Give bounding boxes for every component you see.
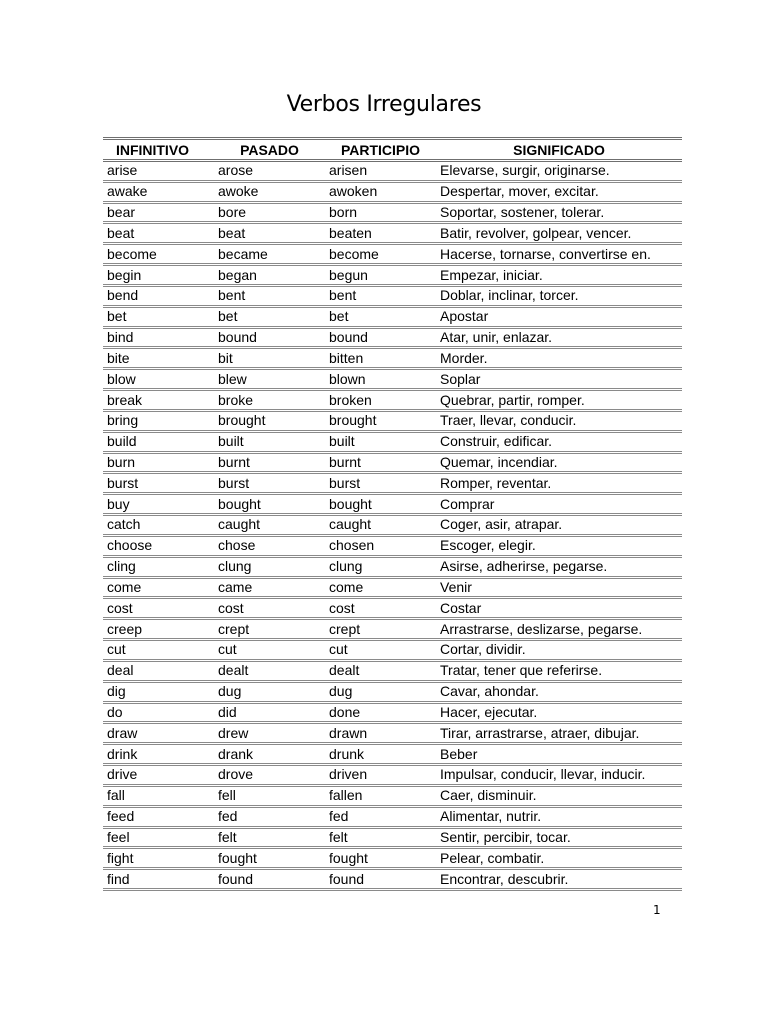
cell-pasado: came	[214, 577, 325, 598]
table-row	[103, 265, 682, 286]
cell-pasado: drank	[214, 744, 325, 765]
cell-participio: blown	[325, 369, 436, 390]
cell-significado: Apostar	[436, 306, 682, 327]
table-row	[103, 535, 682, 556]
cell-participio: begun	[325, 265, 436, 286]
cell-infinitivo: feel	[103, 827, 214, 848]
cell-significado: Arrastrarse, deslizarse, pegarse.	[436, 619, 682, 640]
cell-participio: cut	[325, 640, 436, 661]
table-row	[103, 765, 682, 786]
cell-infinitivo: find	[103, 869, 214, 890]
cell-participio: bent	[325, 285, 436, 306]
cell-pasado: burnt	[214, 452, 325, 473]
cell-pasado: chose	[214, 535, 325, 556]
cell-pasado: caught	[214, 515, 325, 536]
cell-significado: Batir, revolver, golpear, vencer.	[436, 223, 682, 244]
cell-pasado: began	[214, 265, 325, 286]
table-row	[103, 327, 682, 348]
table-header	[103, 139, 682, 161]
cell-participio: born	[325, 202, 436, 223]
table-row	[103, 410, 682, 431]
cell-participio: beaten	[325, 223, 436, 244]
cell-infinitivo: fall	[103, 785, 214, 806]
table-row	[103, 306, 682, 327]
cell-participio: cost	[325, 598, 436, 619]
cell-infinitivo: buy	[103, 494, 214, 515]
cell-pasado: bound	[214, 327, 325, 348]
cell-infinitivo: drive	[103, 765, 214, 786]
cell-pasado: bet	[214, 306, 325, 327]
cell-participio: driven	[325, 765, 436, 786]
cell-significado: Morder.	[436, 348, 682, 369]
cell-pasado: arose	[214, 161, 325, 182]
cell-participio: felt	[325, 827, 436, 848]
header-significado: SIGNIFICADO	[436, 139, 682, 161]
cell-participio: bitten	[325, 348, 436, 369]
cell-pasado: broke	[214, 390, 325, 411]
cell-infinitivo: bend	[103, 285, 214, 306]
table-row	[103, 577, 682, 598]
cell-participio: fed	[325, 806, 436, 827]
table-row	[103, 660, 682, 681]
cell-participio: awoken	[325, 181, 436, 202]
cell-participio: bought	[325, 494, 436, 515]
cell-infinitivo: begin	[103, 265, 214, 286]
cell-significado: Asirse, adherirse, pegarse.	[436, 556, 682, 577]
table-row	[103, 202, 682, 223]
cell-pasado: drove	[214, 765, 325, 786]
cell-participio: crept	[325, 619, 436, 640]
cell-infinitivo: feed	[103, 806, 214, 827]
table-row	[103, 827, 682, 848]
table-row	[103, 285, 682, 306]
table-row	[103, 619, 682, 640]
table-row	[103, 515, 682, 536]
cell-significado: Romper, reventar.	[436, 473, 682, 494]
cell-infinitivo: fight	[103, 848, 214, 869]
cell-participio: drunk	[325, 744, 436, 765]
cell-participio: bet	[325, 306, 436, 327]
table-row	[103, 244, 682, 265]
table-row	[103, 494, 682, 515]
table-row	[103, 598, 682, 619]
table-row	[103, 181, 682, 202]
table-row	[103, 348, 682, 369]
cell-participio: fought	[325, 848, 436, 869]
cell-significado: Escoger, elegir.	[436, 535, 682, 556]
cell-infinitivo: break	[103, 390, 214, 411]
cell-infinitivo: bet	[103, 306, 214, 327]
table-row	[103, 452, 682, 473]
cell-significado: Coger, asir, atrapar.	[436, 515, 682, 536]
cell-participio: bound	[325, 327, 436, 348]
cell-participio: clung	[325, 556, 436, 577]
cell-pasado: dealt	[214, 660, 325, 681]
cell-infinitivo: become	[103, 244, 214, 265]
cell-significado: Quemar, incendiar.	[436, 452, 682, 473]
header-infinitivo: INFINITIVO	[103, 139, 214, 161]
cell-infinitivo: bring	[103, 410, 214, 431]
table-body	[103, 161, 682, 890]
cell-infinitivo: deal	[103, 660, 214, 681]
cell-significado: Impulsar, conducir, llevar, inducir.	[436, 765, 682, 786]
cell-significado: Elevarse, surgir, originarse.	[436, 161, 682, 182]
header-pasado: PASADO	[214, 139, 325, 161]
cell-pasado: drew	[214, 723, 325, 744]
cell-significado: Soportar, sostener, tolerar.	[436, 202, 682, 223]
cell-significado: Quebrar, partir, romper.	[436, 390, 682, 411]
table-row	[103, 431, 682, 452]
cell-infinitivo: creep	[103, 619, 214, 640]
cell-significado: Hacer, ejecutar.	[436, 702, 682, 723]
cell-infinitivo: beat	[103, 223, 214, 244]
cell-infinitivo: do	[103, 702, 214, 723]
cell-pasado: bought	[214, 494, 325, 515]
cell-infinitivo: awake	[103, 181, 214, 202]
cell-infinitivo: bite	[103, 348, 214, 369]
cell-significado: Empezar, iniciar.	[436, 265, 682, 286]
cell-pasado: beat	[214, 223, 325, 244]
cell-significado: Venir	[436, 577, 682, 598]
table-row	[103, 702, 682, 723]
cell-participio: broken	[325, 390, 436, 411]
table-row	[103, 785, 682, 806]
table-row	[103, 390, 682, 411]
cell-infinitivo: burst	[103, 473, 214, 494]
cell-pasado: awoke	[214, 181, 325, 202]
cell-pasado: clung	[214, 556, 325, 577]
cell-pasado: built	[214, 431, 325, 452]
cell-pasado: fell	[214, 785, 325, 806]
cell-pasado: burst	[214, 473, 325, 494]
cell-participio: chosen	[325, 535, 436, 556]
table-row	[103, 473, 682, 494]
cell-significado: Traer, llevar, conducir.	[436, 410, 682, 431]
cell-participio: drawn	[325, 723, 436, 744]
cell-participio: built	[325, 431, 436, 452]
cell-infinitivo: cost	[103, 598, 214, 619]
cell-infinitivo: blow	[103, 369, 214, 390]
table-row	[103, 869, 682, 890]
cell-participio: burst	[325, 473, 436, 494]
cell-pasado: cut	[214, 640, 325, 661]
cell-significado: Cavar, ahondar.	[436, 681, 682, 702]
cell-significado: Cortar, dividir.	[436, 640, 682, 661]
table-row	[103, 161, 682, 182]
table-row	[103, 848, 682, 869]
cell-significado: Pelear, combatir.	[436, 848, 682, 869]
table-row	[103, 806, 682, 827]
cell-significado: Doblar, inclinar, torcer.	[436, 285, 682, 306]
cell-participio: dug	[325, 681, 436, 702]
header-row	[103, 139, 682, 161]
table-row	[103, 723, 682, 744]
table-row	[103, 223, 682, 244]
page-title: Verbos Irregulares	[286, 92, 482, 117]
cell-pasado: became	[214, 244, 325, 265]
table-row	[103, 744, 682, 765]
cell-significado: Tratar, tener que referirse.	[436, 660, 682, 681]
cell-participio: become	[325, 244, 436, 265]
table-row	[103, 681, 682, 702]
cell-participio: fallen	[325, 785, 436, 806]
cell-infinitivo: catch	[103, 515, 214, 536]
cell-pasado: crept	[214, 619, 325, 640]
cell-significado: Alimentar, nutrir.	[436, 806, 682, 827]
cell-participio: dealt	[325, 660, 436, 681]
cell-infinitivo: drink	[103, 744, 214, 765]
cell-significado: Beber	[436, 744, 682, 765]
cell-pasado: fed	[214, 806, 325, 827]
cell-participio: arisen	[325, 161, 436, 182]
cell-infinitivo: bind	[103, 327, 214, 348]
cell-participio: found	[325, 869, 436, 890]
cell-infinitivo: bear	[103, 202, 214, 223]
cell-pasado: felt	[214, 827, 325, 848]
cell-pasado: brought	[214, 410, 325, 431]
cell-pasado: cost	[214, 598, 325, 619]
cell-infinitivo: dig	[103, 681, 214, 702]
cell-significado: Sentir, percibir, tocar.	[436, 827, 682, 848]
cell-pasado: bit	[214, 348, 325, 369]
cell-pasado: dug	[214, 681, 325, 702]
cell-pasado: bent	[214, 285, 325, 306]
cell-infinitivo: build	[103, 431, 214, 452]
cell-infinitivo: come	[103, 577, 214, 598]
cell-infinitivo: arise	[103, 161, 214, 182]
cell-significado: Tirar, arrastrarse, atraer, dibujar.	[436, 723, 682, 744]
cell-significado: Costar	[436, 598, 682, 619]
cell-participio: done	[325, 702, 436, 723]
table-row	[103, 556, 682, 577]
cell-significado: Soplar	[436, 369, 682, 390]
cell-significado: Caer, disminuir.	[436, 785, 682, 806]
irregular-verbs-table	[103, 137, 682, 891]
table-row	[103, 369, 682, 390]
cell-significado: Despertar, mover, excitar.	[436, 181, 682, 202]
table-row	[103, 640, 682, 661]
cell-significado: Atar, unir, enlazar.	[436, 327, 682, 348]
cell-significado: Hacerse, tornarse, convertirse en.	[436, 244, 682, 265]
cell-participio: burnt	[325, 452, 436, 473]
cell-significado: Encontrar, descubrir.	[436, 869, 682, 890]
cell-pasado: fought	[214, 848, 325, 869]
cell-pasado: found	[214, 869, 325, 890]
cell-infinitivo: draw	[103, 723, 214, 744]
cell-participio: come	[325, 577, 436, 598]
cell-infinitivo: burn	[103, 452, 214, 473]
cell-significado: Comprar	[436, 494, 682, 515]
page-number: 1	[653, 903, 661, 917]
cell-infinitivo: choose	[103, 535, 214, 556]
cell-pasado: bore	[214, 202, 325, 223]
cell-pasado: blew	[214, 369, 325, 390]
header-participio: PARTICIPIO	[325, 139, 436, 161]
cell-participio: brought	[325, 410, 436, 431]
cell-infinitivo: cling	[103, 556, 214, 577]
cell-infinitivo: cut	[103, 640, 214, 661]
cell-significado: Construir, edificar.	[436, 431, 682, 452]
cell-participio: caught	[325, 515, 436, 536]
cell-pasado: did	[214, 702, 325, 723]
